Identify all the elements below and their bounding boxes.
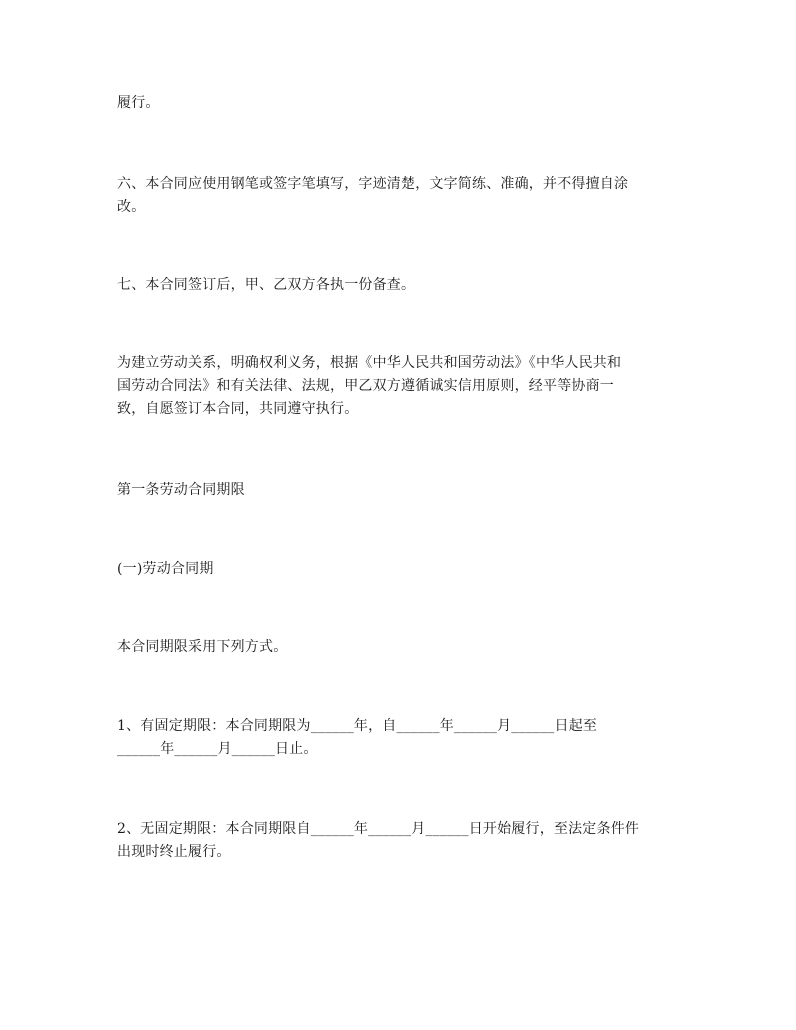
text-line: 1、有固定期限：本合同期限为______年，自______年______月______日起至 — [117, 718, 598, 734]
text-line: 为建立劳动关系，明确权利义务，根据《中华人民共和国劳动法》《中华人民共和 — [117, 355, 622, 371]
text-line: 履行。 — [117, 95, 160, 111]
subsection-heading: (一)劳动合同期 — [117, 561, 214, 577]
text-line: 2、无固定期限：本合同期限自______年______月______日开始履行，至法定条件件 — [117, 821, 640, 837]
section-heading: 第一条劳动合同期限 — [117, 482, 245, 498]
text-line: 致，自愿签订本合同，共同遵守执行。 — [117, 401, 359, 417]
text-line: 改。 — [117, 199, 146, 215]
text-line: ______年______月______日止。 — [117, 741, 318, 757]
text-line: 出现时终止履行。 — [117, 844, 231, 860]
text-line: 七、本合同签订后，甲、乙双方各执一份备查。 — [117, 277, 416, 293]
text-line: 本合同期限采用下列方式。 — [117, 639, 288, 655]
text-line: 六、本合同应使用钢笔或签字笔填写，字迹清楚，文字简练、准确，并不得擅自涂 — [117, 176, 629, 192]
text-line: 国劳动合同法》和有关法律、法规，甲乙双方遵循诚实信用原则，经平等协商一 — [117, 378, 614, 394]
